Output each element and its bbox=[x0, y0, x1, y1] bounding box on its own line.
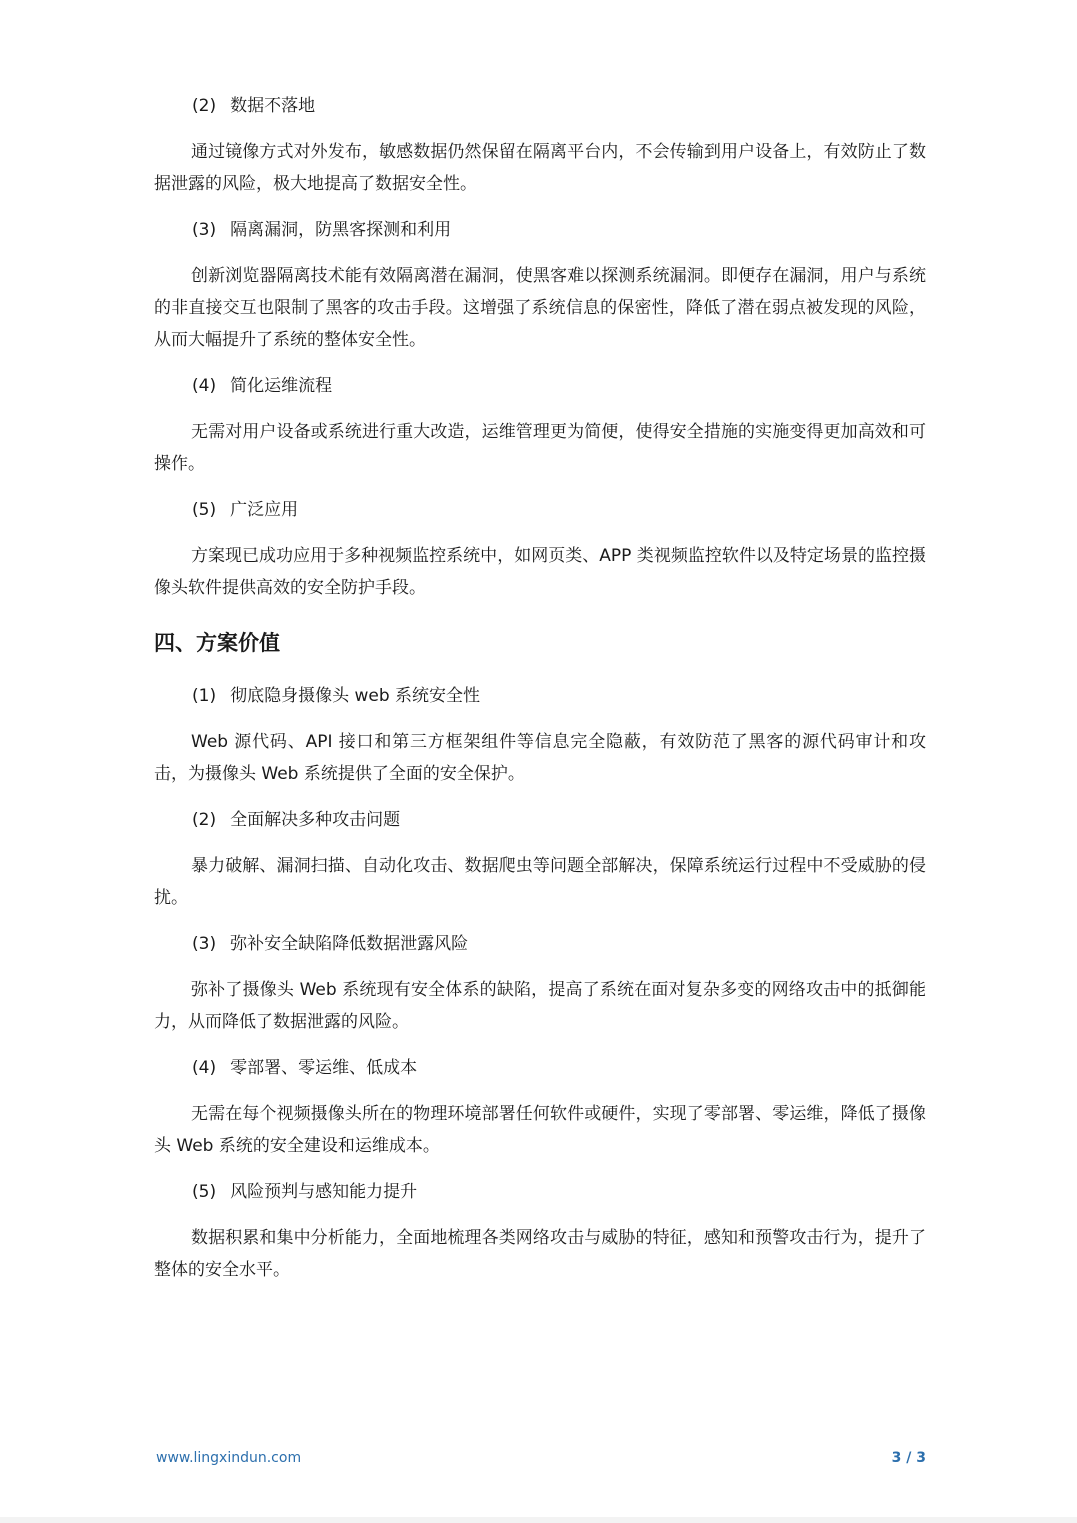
item-title: 全面解决多种攻击问题 bbox=[230, 810, 401, 830]
item-title: 彻底隐身摄像头 web 系统安全性 bbox=[230, 686, 481, 706]
item-paragraph: 暴力破解、漏洞扫描、自动化攻击、数据爬虫等问题全部解决，保障系统运行过程中不受威胁的侵扰。 bbox=[154, 856, 926, 908]
advantage-item bbox=[154, 494, 926, 604]
item-number: (3) bbox=[192, 220, 217, 240]
item-number: (5) bbox=[192, 500, 217, 520]
item-paragraph: 数据积累和集中分析能力，全面地梳理各类网络攻击与威胁的特征，感知和预警攻击行为，提升了整体的安全水平。 bbox=[154, 1228, 926, 1280]
footer-website-link[interactable]: www.lingxindun.com bbox=[156, 1450, 302, 1466]
page-bottom-divider bbox=[0, 1517, 1077, 1523]
advantage-item bbox=[154, 90, 926, 200]
item-number: (5) bbox=[192, 1182, 217, 1202]
item-heading bbox=[154, 804, 926, 836]
section-title: 四、方案价值 bbox=[154, 631, 280, 655]
item-title: 风险预判与感知能力提升 bbox=[230, 1182, 418, 1202]
item-title: 数据不落地 bbox=[230, 96, 316, 116]
item-title: 简化运维流程 bbox=[230, 376, 333, 396]
item-paragraph: 无需对用户设备或系统进行重大改造，运维管理更为简便，使得安全措施的实施变得更加高效和可操作。 bbox=[154, 422, 926, 474]
item-heading bbox=[154, 928, 926, 960]
item-title: 弥补安全缺陷降低数据泄露风险 bbox=[230, 934, 469, 954]
item-paragraph: 通过镜像方式对外发布，敏感数据仍然保留在隔离平台内，不会传输到用户设备上，有效防止了数据泄露的风险，极大地提高了数据安全性。 bbox=[154, 142, 926, 194]
item-paragraph: 弥补了摄像头 Web 系统现有安全体系的缺陷，提高了系统在面对复杂多变的网络攻击中的抵御能力，从而降低了数据泄露的风险。 bbox=[154, 980, 926, 1032]
item-number: (4) bbox=[192, 1058, 217, 1078]
item-paragraph: Web 源代码、API 接口和第三方框架组件等信息完全隐蔽，有效防范了黑客的源代码审计和攻击，为摄像头 Web 系统提供了全面的安全保护。 bbox=[154, 732, 926, 784]
value-item bbox=[154, 804, 926, 914]
item-title: 零部署、零运维、低成本 bbox=[230, 1058, 418, 1078]
item-heading bbox=[154, 1176, 926, 1208]
advantage-item bbox=[154, 214, 926, 356]
value-item bbox=[154, 680, 926, 790]
item-paragraph: 方案现已成功应用于多种视频监控系统中，如网页类、APP 类视频监控软件以及特定场景的监控摄像头软件提供高效的安全防护手段。 bbox=[154, 546, 926, 598]
item-paragraph: 创新浏览器隔离技术能有效隔离潜在漏洞，使黑客难以探测系统漏洞。即便存在漏洞，用户与系统的非直接交互也限制了黑客的攻击手段。这增强了系统信息的保密性，降低了潜在弱点被发现的风险，从而大幅提升了系统的整体安全性。 bbox=[154, 266, 926, 350]
item-number: (2) bbox=[192, 810, 217, 830]
item-paragraph: 无需在每个视频摄像头所在的物理环境部署任何软件或硬件，实现了零部署、零运维，降低了摄像头 Web 系统的安全建设和运维成本。 bbox=[154, 1104, 926, 1156]
item-number: (2) bbox=[192, 96, 217, 116]
advantage-item bbox=[154, 370, 926, 480]
item-heading bbox=[154, 370, 926, 402]
item-title: 广泛应用 bbox=[230, 500, 299, 520]
item-title: 隔离漏洞，防黑客探测和利用 bbox=[230, 220, 452, 240]
item-heading bbox=[154, 90, 926, 122]
page-content bbox=[154, 90, 926, 1300]
page-number: 3 / 3 bbox=[891, 1450, 926, 1466]
value-item bbox=[154, 928, 926, 1038]
item-number: (1) bbox=[192, 686, 217, 706]
item-heading bbox=[154, 214, 926, 246]
item-number: (3) bbox=[192, 934, 217, 954]
item-heading bbox=[154, 680, 926, 712]
item-number: (4) bbox=[192, 376, 217, 396]
item-heading bbox=[154, 494, 926, 526]
value-item bbox=[154, 1052, 926, 1162]
value-item bbox=[154, 1176, 926, 1286]
item-heading bbox=[154, 1052, 926, 1084]
